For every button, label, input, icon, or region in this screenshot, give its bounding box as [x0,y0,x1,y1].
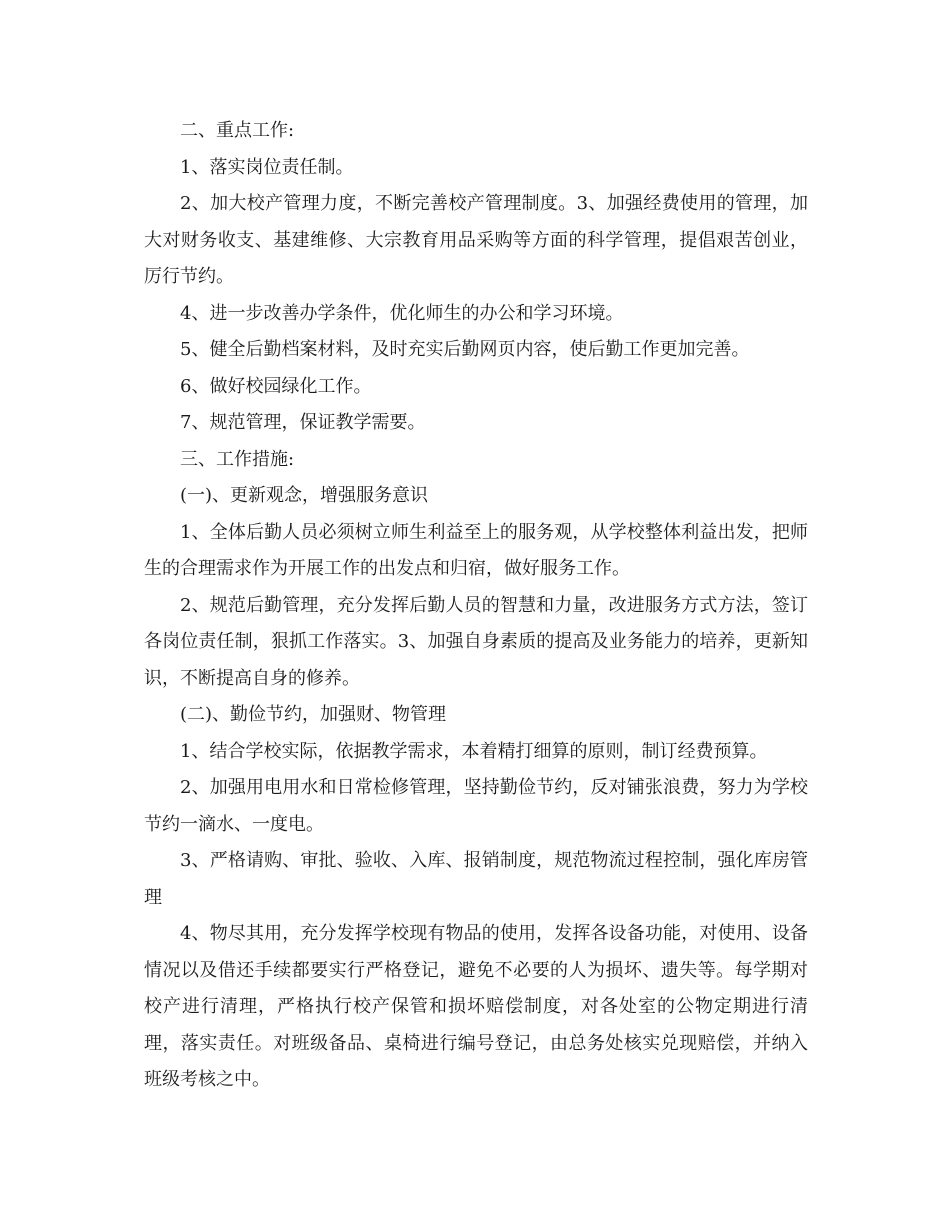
subsection-heading-thrift: (二)、勤俭节约，加强财、物管理 [180,704,447,725]
thrift-item-3: 3、严格请购、审批、验收、入库、报销制度，规范物流过程控制，强化库房管理 [144,850,808,908]
key-work-item-1: 1、落实岗位责任制。 [180,156,354,178]
section-heading-measures: 三、工作措施: [180,448,295,470]
thrift-item-4: 4、物尽其用，充分发挥学校现有物品的使用，发挥各设备功能，对使用、设备情况以及借还手续都要实行严格登记，避免不必要的人为损坏、遗失等。每学期对校产进行清理，严格执行校产保管和损坏赔偿制度，对各处室的公物定期进行清理，落实责任。对班级备品、桌椅进行编号登记，由总务处核实兑现赔偿，并纳入班级考核之中。 [144,923,808,1090]
key-work-item-7: 7、规范管理，保证教学需要。 [180,412,426,433]
thrift-item-2: 2、加强用电用水和日常检修管理，坚持勤俭节约，反对铺张浪费，努力为学校节约一滴水、一度电。 [144,777,808,835]
service-item-1: 1、全体后勤人员必须树立师生利益至上的服务观，从学校整体利益出发，把师生的合理需求作为开展工作的出发点和归宿，做好服务工作。 [144,521,808,579]
key-work-item-2-3: 2、加大校产管理力度，不断完善校产管理制度。3、加强经费使用的管理，加大对财务收支、基建维修、大宗教育用品采购等方面的科学管理，提倡艰苦创业，厉行节约。 [144,193,808,287]
subsection-heading-service: (一)、更新观念，增强服务意识 [180,485,429,506]
key-work-item-6: 6、做好校园绿化工作。 [180,375,372,397]
document-body [144,113,808,1099]
key-work-item-4: 4、进一步改善办学条件，优化师生的办公和学习环境。 [180,302,624,324]
thrift-item-1: 1、结合学校实际，依据教学需求，本着精打细算的原则，制订经费预算。 [180,740,768,762]
key-work-item-5: 5、健全后勤档案材料，及时充实后勤网页内容，使后勤工作更加完善。 [180,339,750,360]
service-item-2-3: 2、规范后勤管理，充分发挥后勤人员的智慧和力量，改进服务方式方法，签订各岗位责任制，狠抓工作落实。3、加强自身素质的提高及业务能力的培养，更新知识，不断提高自身的修养。 [144,594,808,689]
section-heading-key-work: 二、重点工作: [180,120,295,141]
